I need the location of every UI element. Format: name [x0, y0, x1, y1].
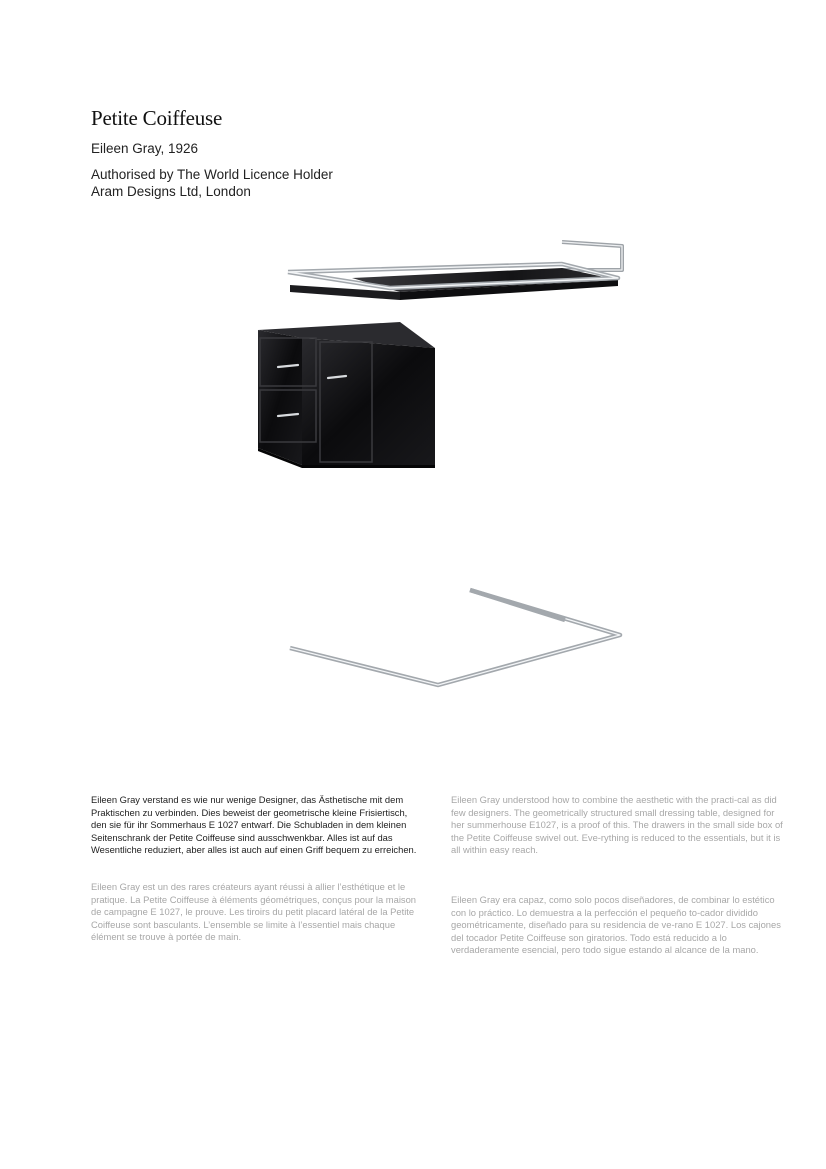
product-image: [240, 230, 640, 710]
description-english: Eileen Gray understood how to combine the aesthetic with the practi-cal as did few designers. The geometrically structured small dressing table, designed for her summerhouse E1027, is a proof of this. The drawers in the small side box of the Petite Coiffeuse swivel out. Eve-rything is reduced to the essentials, but it is all within easy reach.: [451, 794, 783, 856]
page-title: Petite Coiffeuse: [91, 106, 223, 130]
authorisation-block: [91, 166, 333, 200]
description-spanish: Eileen Gray era capaz, como solo pocos diseñadores, de combinar lo estético con lo práctico. Lo demuestra a la perfección el pequeño to-cador dividido geométricamente, diseñado para su residencia de ve-rano E 1027. Los cajones del tocador Petite Coiffeuse son giratorios. Todo está reducido a lo verdaderamente esencial, pero todo sigue estando al alcance de la mano.: [451, 894, 781, 956]
description-french: Eileen Gray est un des rares créateurs ayant réussi à allier l’esthétique et le pratique. La Petite Coiffeuse à éléments géométriques, conçus pour la maison de campagne E 1027, le prouve. Les tiroirs du petit placard latéral de la Petite Coiffeuse sont basculants. L’ensemble se limite à l’essentiel mais chaque élément se trouve à portée de main.: [91, 881, 417, 943]
authorisation-line-2: Aram Designs Ltd, London: [91, 184, 251, 199]
designer-year: Eileen Gray, 1926: [91, 141, 199, 156]
description-german: Eileen Gray verstand es wie nur wenige Designer, das Ästhetische mit dem Praktischen zu verbinden. Dies beweist der geometrische kleine Frisiertisch, den sie für ihr Sommerhaus E 1027 entwarf. Die Schubladen in dem kleinen Seitenschrank der Petite Coiffeuse sind ausschwenkbar. Alles ist auf das Wesentliche reduziert, aber alles ist auch auf einen Griff bequem zu erreichen.: [91, 794, 417, 856]
authorisation-line-1: Authorised by The World Licence Holder: [91, 167, 333, 182]
